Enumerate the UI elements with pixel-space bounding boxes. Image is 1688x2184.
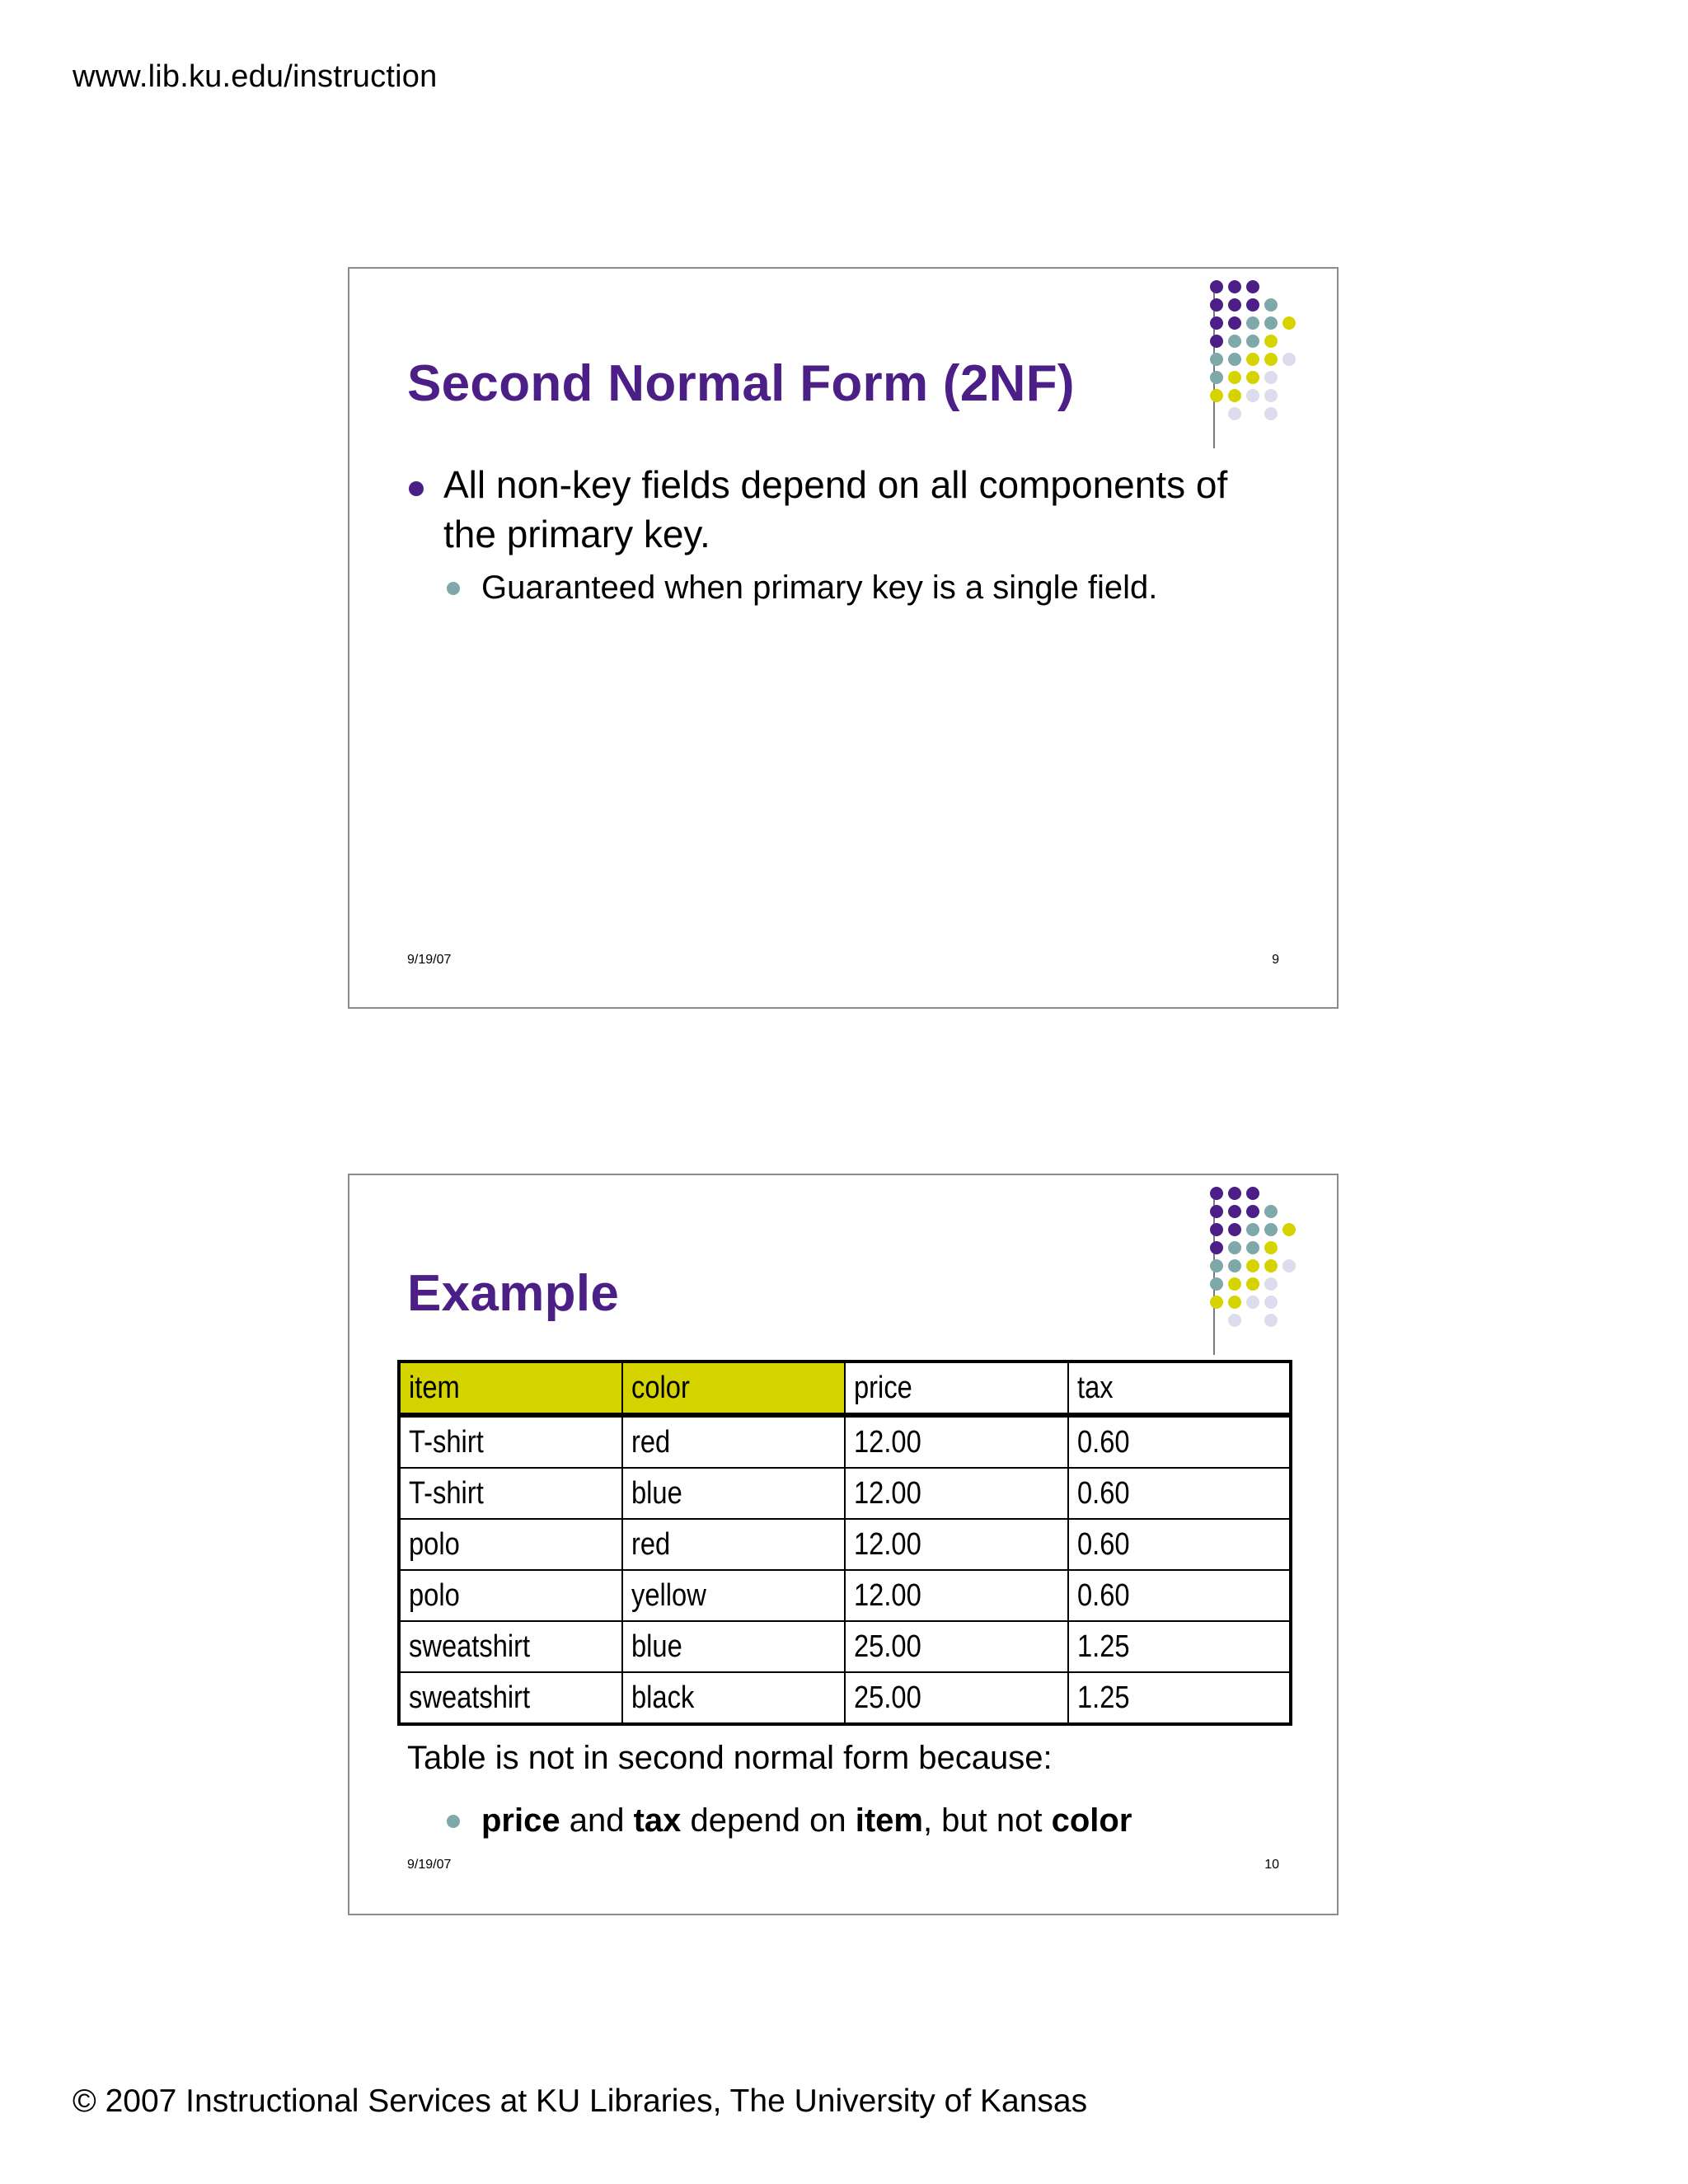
- cell-value: 1.25: [1076, 1629, 1130, 1664]
- slide-title: Second Normal Form (2NF): [407, 355, 1075, 412]
- cell-value: T-shirt: [409, 1424, 484, 1460]
- cell-value: 12.00: [854, 1577, 921, 1613]
- sub-bullet-point: [445, 1800, 1132, 1841]
- table-cell: [622, 1570, 846, 1621]
- term-tax: tax: [633, 1802, 682, 1839]
- table-cell: [399, 1468, 622, 1519]
- decorative-dot: [1210, 1277, 1223, 1291]
- table-cell: [399, 1672, 622, 1724]
- slide-number: 9: [1272, 953, 1279, 967]
- decorative-dot: [1264, 316, 1278, 330]
- decorative-dot: [1228, 1314, 1241, 1327]
- header-label: item: [409, 1370, 460, 1405]
- decorative-dot: [1246, 1223, 1259, 1236]
- cell-value: T-shirt: [409, 1475, 484, 1511]
- decorative-dot: [1210, 316, 1223, 330]
- dot-pattern-decoration: [1210, 1187, 1309, 1343]
- decorative-dot: [1228, 1241, 1241, 1254]
- decorative-dot: [1264, 407, 1278, 420]
- decorative-dot: [1246, 1187, 1259, 1200]
- table-row: [399, 1570, 1291, 1621]
- text-part: depend on: [681, 1802, 856, 1839]
- cell-value: blue: [631, 1475, 682, 1511]
- cell-value: 25.00: [854, 1680, 921, 1715]
- decorative-dot: [1228, 389, 1241, 402]
- slide-date: 9/19/07: [407, 953, 452, 967]
- decorative-dot: [1228, 1296, 1241, 1309]
- term-color: color: [1051, 1802, 1132, 1839]
- decorative-dot: [1264, 389, 1278, 402]
- decorative-dot: [1210, 1241, 1223, 1254]
- cell-value: 0.60: [1076, 1424, 1130, 1460]
- decorative-dot: [1228, 298, 1241, 312]
- sub-bullet-icon: [447, 1815, 460, 1828]
- decorative-dot: [1264, 1241, 1278, 1254]
- decorative-dot: [1246, 1259, 1259, 1272]
- dot-pattern-decoration: [1210, 280, 1309, 437]
- decorative-dot: [1264, 335, 1278, 348]
- header-url: www.lib.ku.edu/instruction: [73, 59, 438, 94]
- cell-value: 0.60: [1076, 1475, 1130, 1511]
- table-cell: [1068, 1519, 1292, 1570]
- table-row: [399, 1468, 1291, 1519]
- table-cell: [1068, 1415, 1292, 1468]
- bullet-text: All non-key fields depend on all components of the primary key.: [443, 463, 1228, 555]
- table-cell: [845, 1415, 1068, 1468]
- table-cell: [845, 1570, 1068, 1621]
- decorative-dot: [1228, 1187, 1241, 1200]
- slide-date: 9/19/07: [407, 1858, 452, 1872]
- decorative-dot: [1246, 1241, 1259, 1254]
- decorative-dot: [1246, 389, 1259, 402]
- decorative-dot: [1228, 407, 1241, 420]
- cell-value: black: [631, 1680, 694, 1715]
- decorative-dot: [1246, 353, 1259, 366]
- cell-value: red: [631, 1424, 670, 1460]
- decorative-dot: [1264, 1314, 1278, 1327]
- cell-value: 1.25: [1076, 1680, 1130, 1715]
- header-label: color: [631, 1370, 690, 1405]
- decorative-dot: [1210, 280, 1223, 293]
- header-cell-tax: [1068, 1361, 1292, 1415]
- table-row: [399, 1415, 1291, 1468]
- table-note: Table is not in second normal form because:: [407, 1740, 1053, 1776]
- decorative-dot: [1210, 335, 1223, 348]
- bullet-point: [407, 460, 1264, 559]
- slide-title: Example: [407, 1265, 620, 1322]
- decorative-dot: [1246, 1205, 1259, 1218]
- cell-value: 25.00: [854, 1629, 921, 1664]
- cell-value: 0.60: [1076, 1526, 1130, 1562]
- decorative-dot: [1246, 316, 1259, 330]
- header-label: tax: [1076, 1370, 1114, 1405]
- table-cell: [845, 1672, 1068, 1724]
- table-cell: [399, 1415, 622, 1468]
- decorative-dot: [1264, 1296, 1278, 1309]
- decorative-dot: [1210, 1259, 1223, 1272]
- cell-value: polo: [409, 1526, 460, 1562]
- table-cell: [1068, 1468, 1292, 1519]
- cell-value: blue: [631, 1629, 682, 1664]
- decorative-dot: [1264, 353, 1278, 366]
- table-cell: [1068, 1672, 1292, 1724]
- header-cell-price: [845, 1361, 1068, 1415]
- slide-number: 10: [1264, 1858, 1279, 1872]
- sub-bullet-point: [445, 567, 1157, 608]
- cell-value: sweatshirt: [409, 1680, 531, 1715]
- decorative-dot: [1264, 298, 1278, 312]
- footer-copyright: © 2007 Instructional Services at KU Libraries, The University of Kansas: [73, 2083, 1088, 2119]
- term-item: item: [855, 1802, 923, 1839]
- table-cell: [622, 1519, 846, 1570]
- decorative-dot: [1246, 298, 1259, 312]
- decorative-dot: [1264, 1259, 1278, 1272]
- text-part: , but not: [922, 1802, 1052, 1839]
- cell-value: polo: [409, 1577, 460, 1613]
- slide-9: [348, 267, 1339, 1009]
- decorative-dot: [1246, 335, 1259, 348]
- table-cell: [622, 1468, 846, 1519]
- decorative-dot: [1228, 1259, 1241, 1272]
- decorative-dot: [1246, 1277, 1259, 1291]
- decorative-dot: [1210, 389, 1223, 402]
- table-cell: [845, 1519, 1068, 1570]
- table-cell: [399, 1570, 622, 1621]
- cell-value: red: [631, 1526, 670, 1562]
- decorative-dot: [1228, 1205, 1241, 1218]
- decorative-dot: [1228, 280, 1241, 293]
- header-cell-color: [622, 1361, 846, 1415]
- table-row: [399, 1621, 1291, 1672]
- decorative-dot: [1210, 1187, 1223, 1200]
- table-cell: [845, 1468, 1068, 1519]
- table-cell: [399, 1621, 622, 1672]
- table-row: [399, 1519, 1291, 1570]
- decorative-dot: [1264, 1223, 1278, 1236]
- decorative-dot: [1228, 335, 1241, 348]
- decorative-dot: [1246, 1296, 1259, 1309]
- sub-bullet-text: Guaranteed when primary key is a single field.: [481, 569, 1158, 606]
- decorative-dot: [1210, 1205, 1223, 1218]
- decorative-dot: [1228, 353, 1241, 366]
- decorative-dot: [1210, 298, 1223, 312]
- example-table: [397, 1360, 1292, 1726]
- decorative-dot: [1264, 1205, 1278, 1218]
- header-label: price: [854, 1370, 912, 1405]
- cell-value: 0.60: [1076, 1577, 1130, 1613]
- sub-bullet-text: [445, 1800, 1132, 1841]
- bullet-icon: [409, 481, 424, 496]
- decorative-dot: [1210, 353, 1223, 366]
- cell-value: 12.00: [854, 1475, 921, 1511]
- cell-value: 12.00: [854, 1526, 921, 1562]
- decorative-dot: [1282, 1223, 1296, 1236]
- cell-value: 12.00: [854, 1424, 921, 1460]
- table-cell: [1068, 1621, 1292, 1672]
- decorative-dot: [1228, 1223, 1241, 1236]
- header-cell-item: [399, 1361, 622, 1415]
- decorative-dot: [1246, 280, 1259, 293]
- table-cell: [1068, 1570, 1292, 1621]
- decorative-dot: [1228, 371, 1241, 384]
- decorative-dot: [1228, 316, 1241, 330]
- table-cell: [622, 1672, 846, 1724]
- table-cell: [622, 1621, 846, 1672]
- sub-bullet-icon: [447, 582, 460, 595]
- decorative-dot: [1282, 1259, 1296, 1272]
- decorative-dot: [1246, 371, 1259, 384]
- decorative-dot: [1282, 316, 1296, 330]
- term-price: price: [481, 1802, 560, 1839]
- decorative-dot: [1264, 371, 1278, 384]
- decorative-dot: [1210, 1296, 1223, 1309]
- table-cell: [622, 1415, 846, 1468]
- decorative-dot: [1210, 371, 1223, 384]
- table-cell: [399, 1519, 622, 1570]
- table-row: [399, 1672, 1291, 1724]
- table-header-row: [399, 1361, 1291, 1415]
- decorative-dot: [1228, 1277, 1241, 1291]
- decorative-dot: [1264, 1277, 1278, 1291]
- cell-value: sweatshirt: [409, 1629, 531, 1664]
- cell-value: yellow: [631, 1577, 706, 1613]
- slide-10: [348, 1174, 1339, 1915]
- decorative-dot: [1210, 1223, 1223, 1236]
- table-cell: [845, 1621, 1068, 1672]
- decorative-dot: [1282, 353, 1296, 366]
- text-part: and: [560, 1802, 634, 1839]
